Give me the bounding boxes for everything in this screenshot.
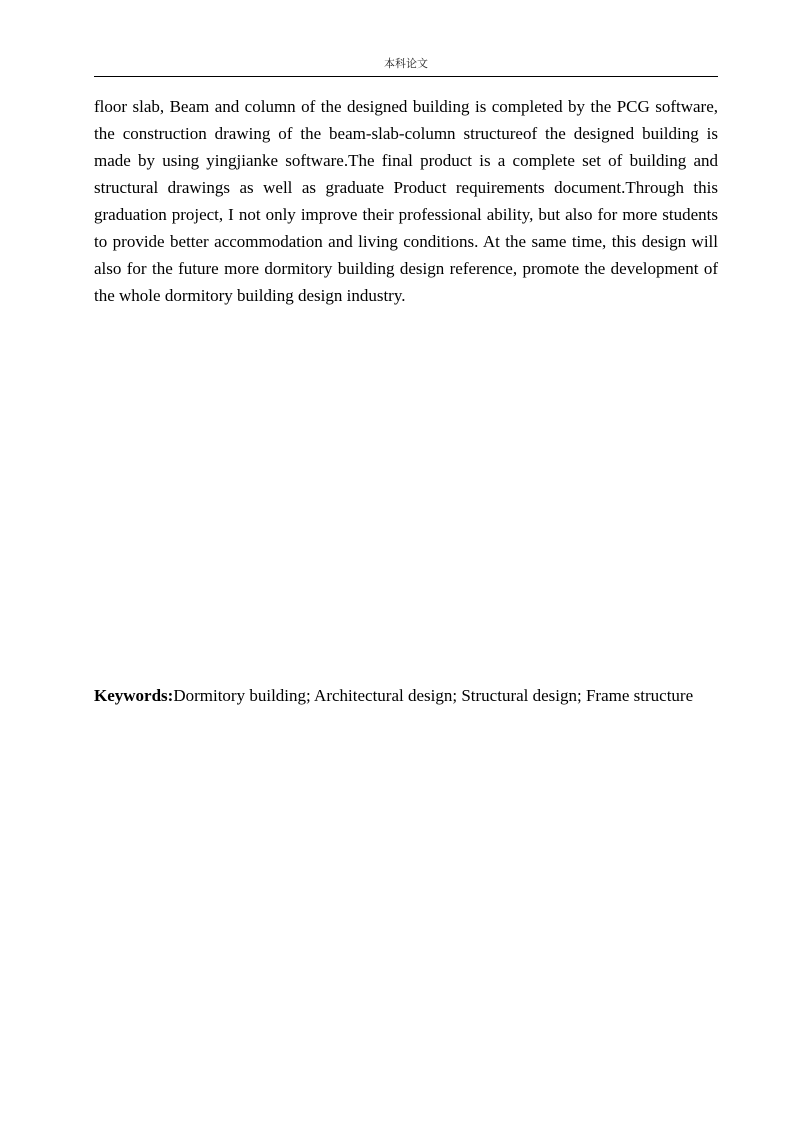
keywords-text: Dormitory building; Architectural design; Structural design; Frame structure xyxy=(173,686,694,705)
page-header-title: 本科论文 xyxy=(384,57,428,70)
header-divider xyxy=(94,76,718,77)
abstract-paragraph: floor slab, Beam and column of the designed building is completed by the PCG software, the construction drawing of the beam-slab-column structureof the designed building is made by using yingjianke software.The final product is a complete set of building and structural drawings as well as graduate Product requirements document.Through this graduation project, I not only improve their professional ability, but also for more students to provide better accommodation and living conditions. At the same time, this design will also for the future more dormitory building design reference, promote the development of the whole dormitory building design industry. xyxy=(94,97,718,305)
keywords-line xyxy=(94,684,718,707)
keywords-label: Keywords: xyxy=(94,686,174,705)
